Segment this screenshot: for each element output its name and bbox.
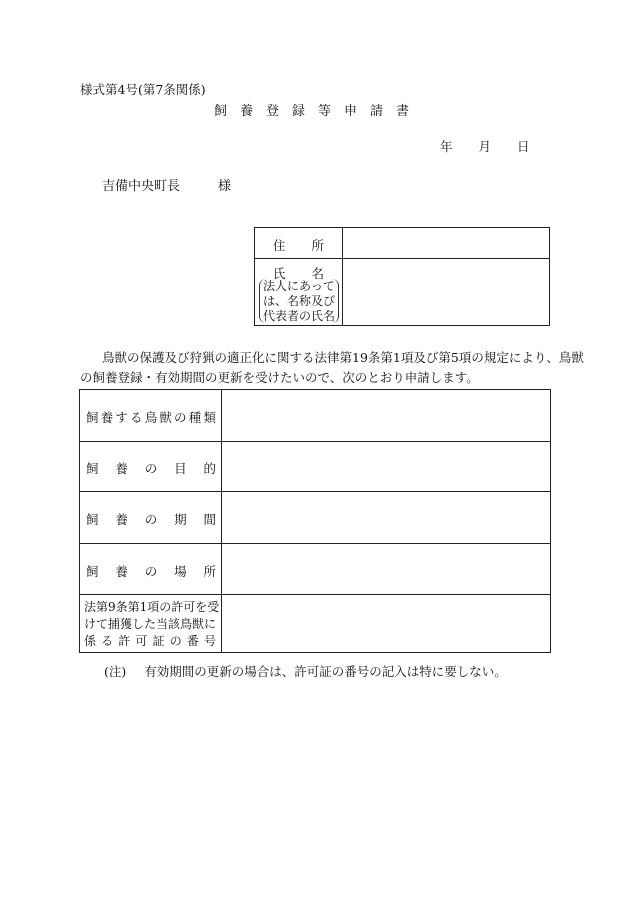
footnote-text: 有効期間の更新の場合は、許可証の番号の記入は特に要しない。 xyxy=(144,664,507,679)
label-char: 的 xyxy=(203,461,216,476)
label-char: の xyxy=(144,512,158,527)
purpose-label xyxy=(86,459,216,477)
honorific: 様 xyxy=(218,179,232,194)
name-label: 氏 名 xyxy=(272,266,325,281)
footnote-label: (注) xyxy=(104,664,127,679)
form-title-char: 養 xyxy=(239,104,253,119)
label-char: 養 xyxy=(115,512,128,527)
label-char: 飼 xyxy=(86,564,99,579)
label-char: る xyxy=(130,410,143,425)
period-label xyxy=(86,510,216,528)
location-label xyxy=(86,562,216,580)
label-char: 飼 xyxy=(86,410,99,425)
permit-number-label: 法第9条第1項の許可を受 けて捕獲した当該鳥獣に 係 る 許 可 証 の 番 号 xyxy=(84,600,220,648)
label-char: 飼 xyxy=(86,512,99,527)
label-char: す xyxy=(115,410,128,425)
statement xyxy=(80,348,584,388)
label-char: 証 xyxy=(152,634,165,648)
label-char: 目 xyxy=(174,461,187,476)
name-note: 法人にあって は、名称及び 代表者の氏名 xyxy=(259,279,339,323)
form-title-char: 等 xyxy=(318,104,332,119)
statement-line-2: の飼養登録・有効期間の更新を受けたいので、次のとおり申請します。 xyxy=(80,370,479,385)
date-month-label: 月 xyxy=(478,139,492,154)
form-title-char: 録 xyxy=(291,104,305,119)
species-label xyxy=(86,408,216,426)
form-title-char: 書 xyxy=(396,104,410,119)
label-char: 獣 xyxy=(159,410,172,425)
label-char: 鳥 xyxy=(144,410,158,425)
form-number: 様式第4号(第7条関係) xyxy=(80,82,206,97)
label-char: 場 xyxy=(174,564,187,579)
addressee: 吉備中央町長 xyxy=(102,179,181,194)
form-title-char: 請 xyxy=(370,104,384,119)
label-char: 飼 xyxy=(86,461,99,476)
label-char: の xyxy=(169,634,182,648)
date-day-label: 日 xyxy=(517,139,530,154)
form-title-char: 申 xyxy=(344,104,358,119)
label-char: る xyxy=(101,634,114,648)
label-char: 所 xyxy=(203,564,216,579)
date-year-label: 年 xyxy=(440,139,453,154)
label-char: 許 xyxy=(118,634,131,648)
label-char: 養 xyxy=(100,410,114,425)
table-row xyxy=(80,390,550,442)
form-title-char: 飼 xyxy=(213,104,227,119)
form-title xyxy=(0,100,630,119)
applicant-box xyxy=(254,227,550,326)
table-row xyxy=(80,595,550,653)
label-char: 号 xyxy=(203,634,216,648)
label-char: 可 xyxy=(135,634,148,648)
label-char: 養 xyxy=(115,564,128,579)
label-char: の xyxy=(174,410,187,425)
footnote xyxy=(104,662,507,680)
label-char: 養 xyxy=(115,461,128,476)
statement-line-1: 鳥獣の保護及び狩猟の適正化に関する法律第19条第1項及び第5項の規定により、鳥獣 xyxy=(102,350,584,365)
label-char: 番 xyxy=(186,634,199,648)
form-title-char: 登 xyxy=(265,104,279,119)
application-table xyxy=(79,389,551,653)
label-char: の xyxy=(144,564,158,579)
label-char: の xyxy=(144,461,158,476)
label-char: 種 xyxy=(188,410,202,425)
label-char: 期 xyxy=(174,512,187,527)
table-row xyxy=(80,492,550,544)
label-char: 間 xyxy=(203,512,216,527)
table-row xyxy=(80,442,550,492)
table-row xyxy=(80,544,550,595)
label-char: 係 xyxy=(84,634,97,648)
date-line xyxy=(440,137,530,155)
label-char: 類 xyxy=(203,410,216,425)
address-label: 住 所 xyxy=(272,238,325,253)
address-row xyxy=(255,228,549,259)
